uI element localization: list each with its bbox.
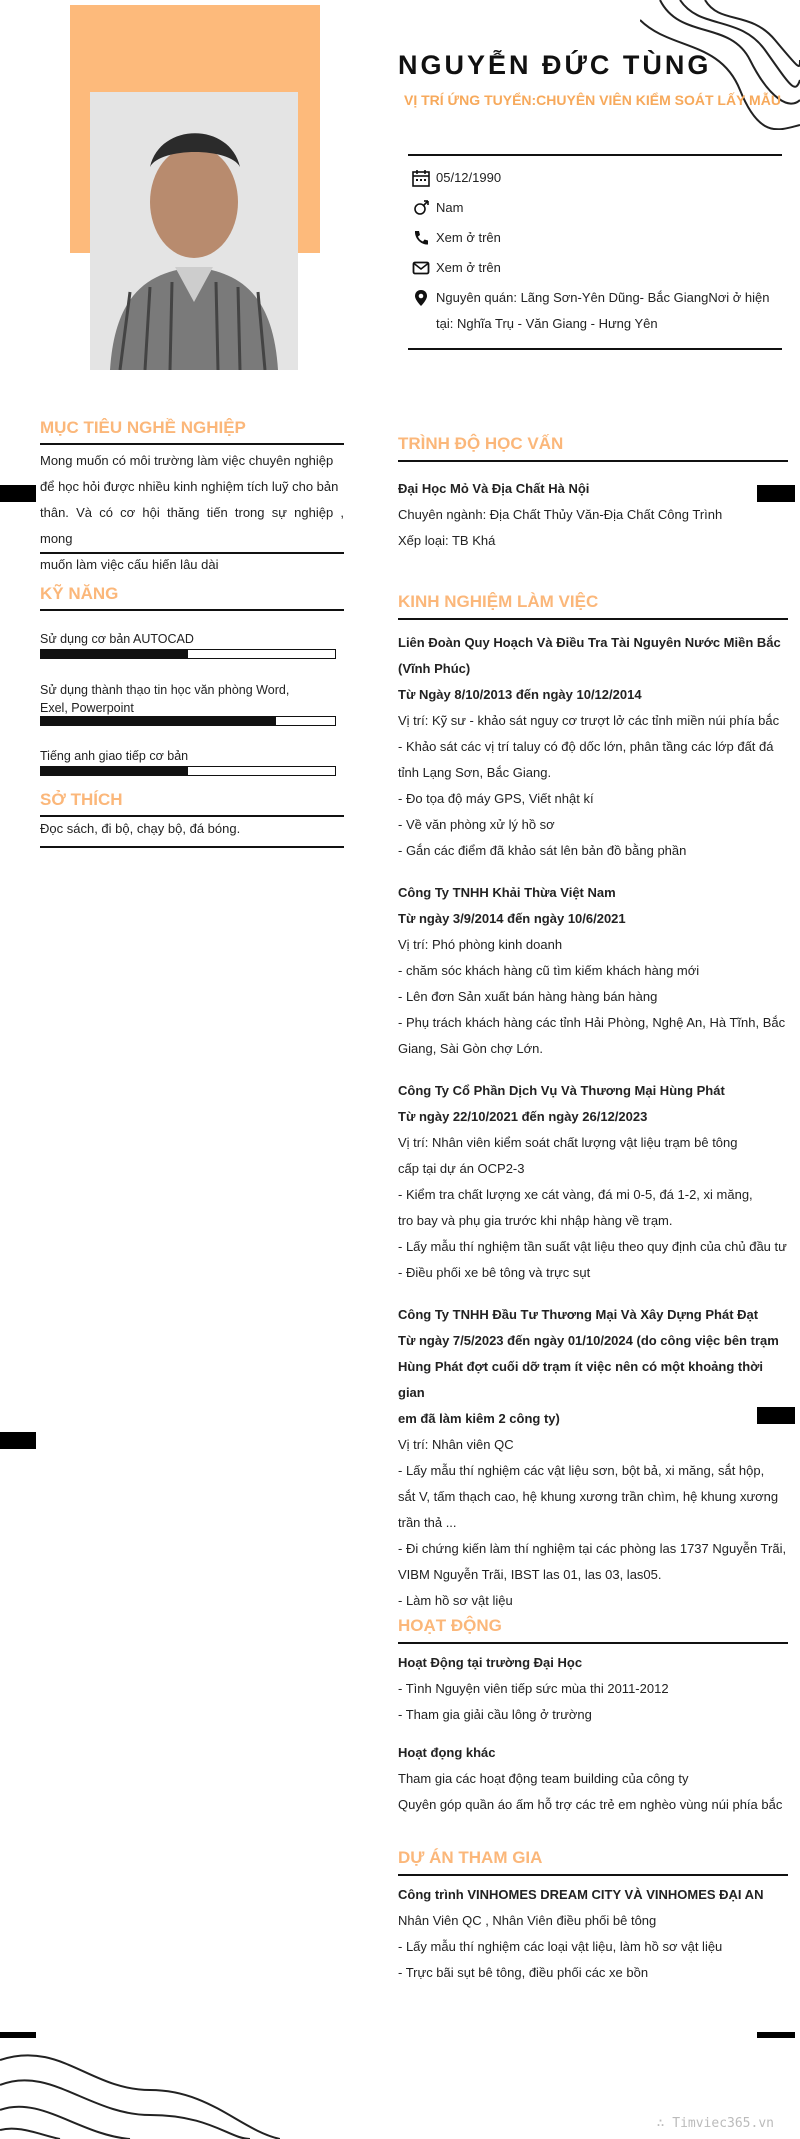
objective-divider (40, 443, 344, 445)
activities-section (398, 1616, 788, 1818)
candidate-name: NGUYỄN ĐỨC TÙNG (398, 50, 712, 80)
job-detail: - chăm sóc khách hàng cũ tìm kiếm khách hàng mới (398, 963, 700, 978)
job-detail: - Đo tọa độ máy GPS, Viết nhật kí (398, 791, 594, 806)
objective-title: MỤC TIÊU NGHỀ NGHIỆP (40, 418, 246, 437)
phone-row (412, 225, 792, 251)
job-detail: Vị trí: Nhân viên kiểm soát chất lượng vật liệu trạm bê tông (398, 1135, 738, 1150)
job-detail: - Điều phối xe bê tông và trực sụt (398, 1265, 591, 1280)
activity-group-title: Hoạt Động tại trường Đại Học (398, 1655, 583, 1670)
email-row (412, 255, 792, 281)
footer-brand[interactable]: ∴ Timviec365.vn (656, 2116, 774, 2131)
job-company: Công Ty Cổ Phần Dịch Vụ Và Thương Mại Hùng Phát (398, 1083, 725, 1098)
activity-line: Tham gia các hoạt động team building của công ty (398, 1771, 689, 1786)
job-period: Từ ngày 22/10/2021 đến ngày 26/12/2023 (398, 1109, 648, 1124)
phone-value: Xem ở trên (436, 230, 501, 245)
objective-line: thân. Và có cơ hội thăng tiến trong sự nghiệp , mong (40, 505, 344, 546)
job-period: em đã làm kiêm 2 công ty) (398, 1411, 560, 1426)
education-grade: Xếp loại: TB Khá (398, 533, 496, 548)
education-title: TRÌNH ĐỘ HỌC VẤN (398, 434, 564, 453)
profile-photo (90, 92, 298, 370)
job-detail: - Lấy mẫu thí nghiệm tần suất vật liệu theo quy định của chủ đầu tư (398, 1239, 787, 1254)
objective-text (40, 448, 344, 578)
job-entry (398, 1078, 788, 1286)
skill-level-bar (40, 649, 336, 659)
address-row (412, 285, 792, 337)
address-line-1: Nguyên quán: Lãng Sơn-Yên Dũng- Bắc GiangNơi ở hiện (436, 290, 770, 305)
job-period: Từ ngày 3/9/2014 đến ngày 10/6/2021 (398, 911, 626, 926)
job-detail: - Làm hồ sơ vật liệu (398, 1593, 513, 1608)
skill-level-fill (41, 717, 276, 725)
activity-group-title: Hoạt đọng khác (398, 1745, 496, 1760)
job-detail: Vị trí: Kỹ sư - khảo sát nguy cơ trượt lở các tỉnh miền núi phía bắc (398, 713, 780, 728)
hobbies-title: SỞ THÍCH (40, 790, 123, 809)
education-section (398, 434, 788, 554)
address-line-2: tại: Nghĩa Trụ - Văn Giang - Hưng Yên (436, 316, 658, 331)
job-entry (398, 630, 788, 864)
decorative-curves-bottom (0, 2030, 280, 2139)
job-detail: - Lấy mẫu thí nghiệm các vật liệu sơn, bột bả, xi măng, sắt hộp, (398, 1463, 765, 1478)
job-period: Từ Ngày 8/10/2013 đến ngày 10/12/2014 (398, 687, 642, 702)
hobbies-text: Đọc sách, đi bộ, chạy bộ, đá bóng. (40, 821, 241, 836)
experience-section (398, 592, 788, 1614)
experience-title: KINH NGHIỆM LÀM VIỆC (398, 592, 599, 611)
job-detail: - Khảo sát các vị trí taluy có độ dốc lớn, phân tầng các lớp đất đá (398, 739, 774, 754)
skill-level-bar (40, 716, 336, 726)
job-company: Công Ty TNHH Đầu Tư Thương Mại Và Xây Dựng Phát Đạt (398, 1307, 759, 1322)
phone-icon (412, 229, 430, 247)
projects-section (398, 1848, 788, 1986)
job-detail: trần thả ... (398, 1515, 457, 1530)
project-name: Công trình VINHOMES DREAM CITY VÀ VINHOMES ĐẠI AN (398, 1887, 764, 1902)
skill-label (40, 681, 334, 717)
address-text (436, 285, 769, 337)
project-line: Nhân Viên QC , Nhân Viên điều phối bê tông (398, 1913, 657, 1928)
job-company: Công Ty TNHH Khải Thừa Việt Nam (398, 885, 616, 900)
location-pin-icon (412, 289, 430, 307)
skill-label: Sử dụng cơ bản AUTOCAD (40, 632, 194, 646)
side-tab-marker (0, 485, 36, 502)
calendar-icon (412, 169, 430, 187)
job-detail: Vị trí: Phó phòng kinh doanh (398, 937, 563, 952)
job-detail: cấp tại dự án OCP2-3 (398, 1161, 525, 1176)
header-divider-bottom (408, 348, 782, 350)
job-entry (398, 1302, 788, 1614)
gender-row (412, 195, 792, 221)
activities-title: HOẠT ĐỘNG (398, 1616, 502, 1635)
header-divider-top (408, 154, 782, 156)
job-detail: - Về văn phòng xử lý hồ sơ (398, 817, 555, 832)
objective-line: để học hỏi được nhiều kinh nghiệm tích luỹ cho bản (40, 479, 339, 494)
job-detail: sắt V, tấm thạch cao, hệ khung xương trần chìm, hệ khung xương (398, 1489, 779, 1504)
project-line: - Lấy mẫu thí nghiệm các loại vật liệu, làm hồ sơ vật liệu (398, 1939, 723, 1954)
gender-value: Nam (436, 200, 464, 215)
skill-label-line: Exel, Powerpoint (40, 701, 134, 715)
person-silhouette-icon (90, 92, 298, 370)
activity-line: - Tham gia giải cầu lông ở trường (398, 1707, 592, 1722)
skill-level-bar (40, 766, 336, 776)
job-company: Liên Đoàn Quy Hoạch Và Điều Tra Tài Nguyên Nước Miền Bắc (398, 635, 781, 650)
skills-title: KỸ NĂNG (40, 584, 119, 603)
education-school: Đại Học Mỏ Và Địa Chất Hà Nội (398, 481, 590, 496)
objective-line: muốn làm việc cấu hiến lâu dài (40, 557, 219, 572)
skill-level-fill (41, 767, 188, 775)
hobbies-divider-bottom (40, 846, 344, 848)
job-detail: tỉnh Lạng Sơn, Bắc Giang. (398, 765, 552, 780)
side-tab-marker (757, 2032, 795, 2038)
applied-position: VỊ TRÍ ỨNG TUYỂN:CHUYÊN VIÊN KIỂM SOÁT LẤY MẪU (404, 92, 781, 108)
skill-label: Tiếng anh giao tiếp cơ bản (40, 749, 189, 763)
email-value: Xem ở trên (436, 260, 501, 275)
job-detail: - Gắn các điểm đã khảo sát lên bản đồ bằng phần (398, 843, 687, 858)
job-period: Từ ngày 7/5/2023 đến ngày 01/10/2024 (do công việc bên trạm (398, 1333, 779, 1348)
education-major: Chuyên ngành: Địa Chất Thủy Văn-Địa Chất Công Trình (398, 507, 723, 522)
job-detail: Vị trí: Nhân viên QC (398, 1437, 514, 1452)
job-detail: Giang, Sài Gòn chợ Lớn. (398, 1041, 543, 1056)
skills-divider (40, 609, 344, 611)
side-tab-marker (0, 2032, 36, 2038)
job-detail: - Kiểm tra chất lượng xe cát vàng, đá mi 0-5, đá 1-2, xi măng, (398, 1187, 753, 1202)
job-period: Hùng Phát đợt cuối dỡ trạm ít việc nên có một khoảng thời gian (398, 1359, 764, 1400)
objective-divider-bottom (40, 552, 344, 554)
job-detail: - Phụ trách khách hàng các tỉnh Hải Phòng, Nghệ An, Hà Tĩnh, Bắc (398, 1015, 786, 1030)
job-detail: - Đi chứng kiến làm thí nghiệm tại các phòng las 1737 Nguyễn Trãi, (398, 1541, 787, 1556)
objective-line: Mong muốn có môi trường làm việc chuyên nghiệp (40, 453, 334, 468)
job-detail: tro bay và phụ gia trước khi nhập hàng về trạm. (398, 1213, 673, 1228)
job-detail: - Lên đơn Sản xuất bán hàng hàng bán hàng (398, 989, 658, 1004)
activity-line: - Tình Nguyện viên tiếp sức mùa thi 2011-2012 (398, 1681, 669, 1696)
birthday-row (412, 165, 792, 191)
projects-title: DỰ ÁN THAM GIA (398, 1848, 543, 1867)
job-entry (398, 880, 788, 1062)
activity-line: Quyên góp quần áo ấm hỗ trợ các trẻ em nghèo vùng núi phía bắc (398, 1797, 783, 1812)
email-icon (412, 259, 430, 277)
job-company: (Vĩnh Phúc) (398, 661, 471, 676)
skill-label-line: Sử dụng thành thạo tin học văn phòng Word, (40, 683, 290, 697)
birthday-value: 05/12/1990 (436, 170, 502, 185)
skill-level-fill (41, 650, 188, 658)
job-detail: VIBM Nguyễn Trãi, IBST las 01, las 03, las05. (398, 1567, 662, 1582)
side-tab-marker (0, 1432, 36, 1449)
gender-icon (412, 199, 430, 217)
project-line: - Trực bãi sụt bê tông, điều phối các xe bồn (398, 1965, 649, 1980)
